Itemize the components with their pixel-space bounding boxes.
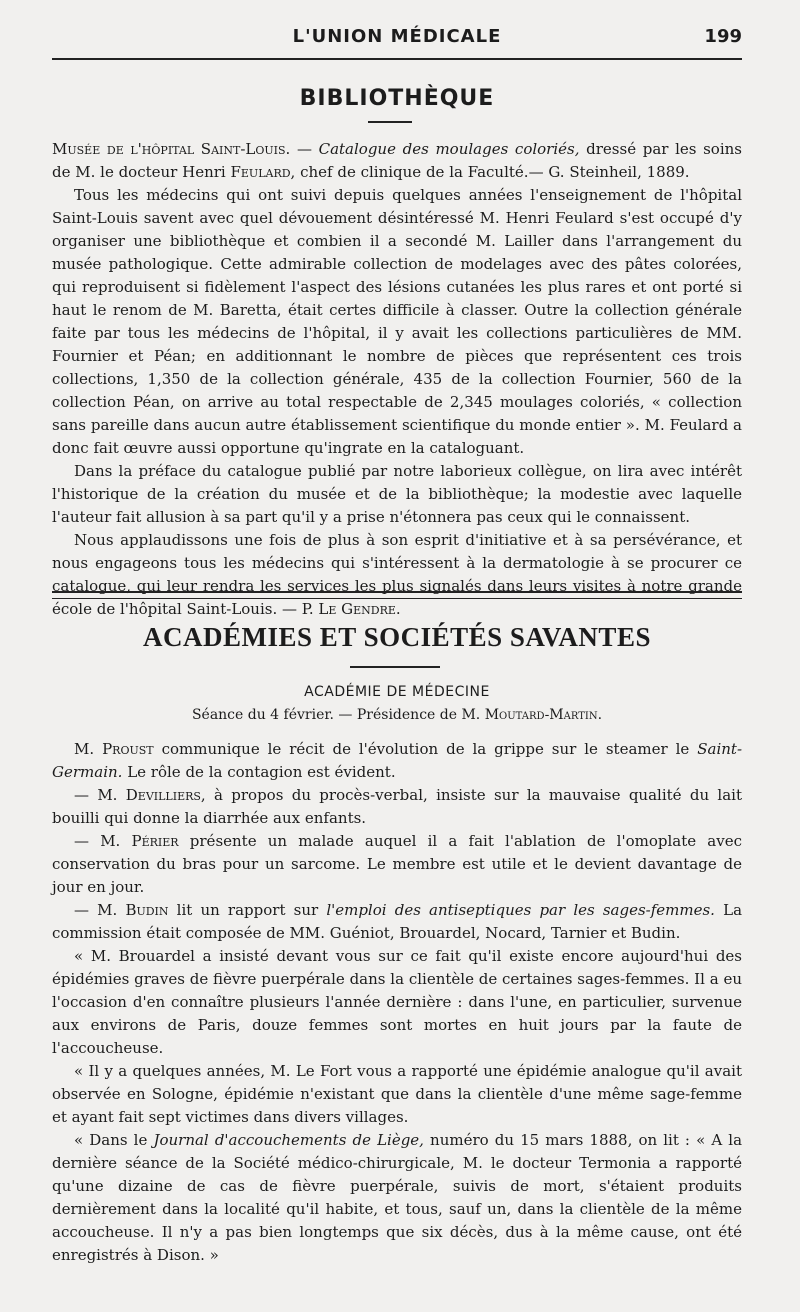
entry-prefix: M. — [74, 740, 103, 758]
entry-text: La commission était composée de MM. Guéniot, Brouardel, Nocard, Tarnier et Budin. — [52, 901, 743, 942]
header-rule — [52, 58, 742, 60]
report-title: l'emploi des antiseptiques par les sages-femmes. — [326, 901, 715, 919]
entry-prefix: — M. — [74, 901, 126, 919]
seance-entry — [52, 899, 742, 945]
bibliotheque-rule — [368, 121, 412, 123]
seance-date: Séance du 4 février. — Présidence de M. — [191, 707, 485, 723]
entry-ship: Saint-Germain. — [52, 740, 743, 781]
entry-speaker: Devilliers, — [125, 786, 206, 804]
review-paragraph: Tous les médecins qui ont suivi depuis quelques années l'enseignement de l'hôpital Saint-Louis savent avec quel dévouement désintéressé M. Henri Feulard s'est occupé d'y organiser une bibliothèque et combien il a secondé M. Lailler dans l'arrangement du musée pathologique. Cette admirable collection de modelages avec des pâtes colorées, qui reproduisent si fidèlement l'aspect des lésions cutanées les plus rares et ont porté si haut le renom de M. Baretta, était certes difficile à classer. Outre la collection générale faite par tous les médecins de l'hôpital, il y avait les collections particulières de MM. Fournier et Péan; en additionnant le nombre de pièces que représentent ces trois collections, 1,350 de la collection générale, 435 de la collection Fournier, 560 de la collection Péan, on arrive au total respectable de 2,345 moulages coloriés, « collection sans pareille dans aucun autre établissement scientifique du monde entier ». M. Feulard a donc fait œuvre aussi opportune qu'ingrate en la cataloguant. — [52, 186, 742, 457]
citation-publisher: chef de clinique de la Faculté.— G. Steinheil, 1889. — [295, 163, 690, 181]
review-closing: Nous applaudissons une fois de plus à son esprit d'initiative et à sa persévérance, et nous engageons tous les médecins qui s'intéressent à la dermatologie à se procurer ce catalogue, qui leur rendra les services les plus signalés dans leurs visites à notre grande école de l'hôpital Saint-Louis. — P. — [52, 531, 742, 618]
citation-title: Catalogue des moulages coloriés, — [318, 140, 580, 158]
academies-heading: ACADÉMIES ET SOCIÉTÉS SAVANTES — [143, 622, 651, 652]
entry-prefix: — M. — [74, 832, 132, 850]
entry-speaker: Proust — [102, 740, 154, 758]
entry-text: à propos du procès-verbal, insiste sur la mauvaise qualité du lait bouilli qui donne la diarrhée aux enfants. — [52, 786, 742, 827]
page-number: 199 — [704, 26, 742, 47]
quote-text: numéro du 15 mars 1888, on lit : « A la dernière séance de la Société médico-chirurgicale, M. le docteur Termonia a rapporté qu'une dizaine de cas de fièvre puerpérale, suivis de mort, s'étaient produits dernièrement dans la localité qu'il habite, et tous, sauf un, dans la clientèle de la même accoucheuse. Il n'y a pas bien longtemps que six décès, dus à la même cause, ont été enregistrés à Dison. » — [52, 1131, 743, 1264]
citation-author: Feulard, — [230, 163, 296, 181]
entry-speaker: Périer — [131, 832, 179, 850]
report-quote — [52, 1129, 742, 1267]
entry-text: lit un rapport sur — [168, 901, 327, 919]
entry-prefix: — M. — [74, 786, 126, 804]
citation-text: dressé par les soins de M. le docteur Henri — [52, 140, 742, 181]
running-head — [52, 22, 742, 62]
entry-text: Le rôle de la contagion est évident. — [122, 763, 396, 781]
citation-museum: Musée de l'hôpital Saint-Louis. — [52, 140, 291, 158]
citation-sep: — — [290, 140, 319, 158]
bibliotheque-heading: BIBLIOTHÈQUE — [299, 86, 495, 111]
seance-entry — [52, 784, 742, 830]
review-paragraph — [52, 529, 742, 621]
book-citation — [52, 138, 742, 184]
seance-entry — [52, 830, 742, 899]
academies-rule — [350, 666, 440, 668]
report-quote: « M. Brouardel a insisté devant vous sur ce fait qu'il existe encore aujourd'hui des épidémies graves de fièvre puerpérale dans la clientèle de certaines sages-femmes. Il a eu l'occasion d'en connaître plusieurs l'année dernière : dans l'une, en particulier, survenue aux environs de Paris, douze femmes sont mortes en huit jours par la faute de l'accoucheuse. — [52, 947, 742, 1057]
section-divider — [52, 591, 742, 599]
seance-body — [52, 738, 742, 1267]
entry-text: communique le récit de l'évolution de la grippe sur le steamer le — [153, 740, 698, 758]
seance-entry — [52, 738, 742, 784]
running-title: L'UNION MÉDICALE — [292, 26, 502, 47]
report-quote: « Il y a quelques années, M. Le Fort vous a rapporté une épidémie analogue qu'il avait observée en Sologne, épidémie n'existant que dans la clientèle d'une même sage-femme et ayant fait sept victimes dans divers villages. — [52, 1062, 742, 1126]
entry-text: présente un malade auquel il a fait l'ablation de l'omoplate avec conservation du bras pour un sarcome. Le membre est utile et le devient davantage de jour en jour. — [52, 832, 742, 896]
academie-subheading: ACADÉMIE DE MÉDECINE — [304, 684, 490, 700]
entry-speaker: Budin — [125, 901, 169, 919]
bibliotheque-body — [52, 138, 742, 621]
quote-text: « Dans le — [74, 1131, 154, 1149]
journal-title: Journal d'accouchements de Liège, — [153, 1131, 424, 1149]
seance-line — [52, 707, 742, 723]
review-signature: Le Gendre. — [318, 600, 401, 618]
seance-president: Moutard-Martin. — [484, 707, 603, 723]
review-paragraph: Dans la préface du catalogue publié par notre laborieux collègue, on lira avec intérêt l'historique de la création du musée et de la bibliothèque; la modestie avec laquelle l'auteur fait allusion à sa part qu'il y a prise n'étonnera pas ceux qui le connaissent. — [52, 462, 742, 526]
